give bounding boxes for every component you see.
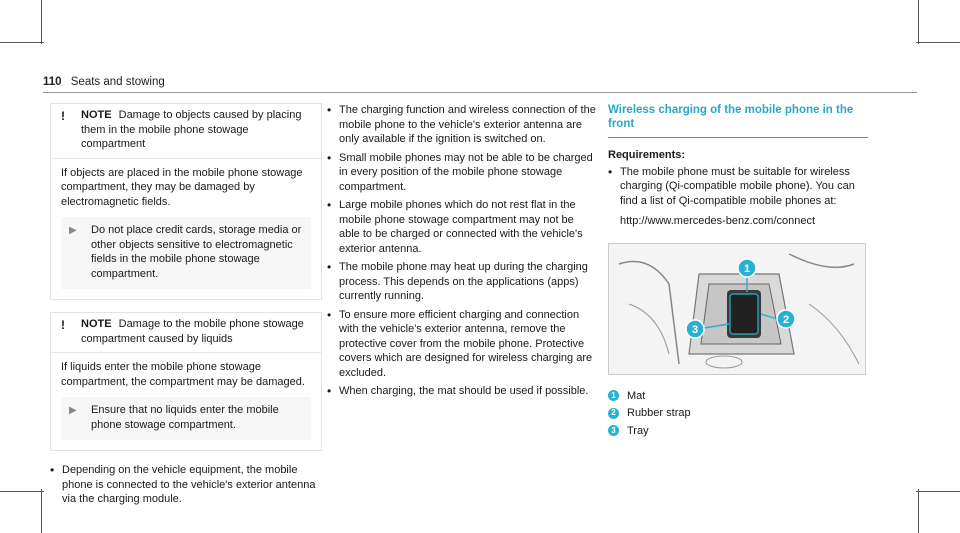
crop-mark [916, 491, 960, 492]
warning-exclamation-icon: ! [61, 318, 65, 332]
note-heading [51, 313, 321, 353]
bullet-list [608, 165, 868, 209]
list-item: • The mobile phone may heat up during the charging process. This depends on the applications (apps) currently running. [327, 260, 597, 304]
section-title: Seats and stowing [70, 76, 165, 88]
svg-text:2: 2 [782, 313, 790, 326]
svg-text:1: 1 [743, 262, 751, 275]
legend-item [608, 389, 868, 404]
legend-item [608, 406, 868, 421]
action-arrow-icon: ▶ [69, 225, 77, 236]
legend-number-badge: 1 [608, 390, 619, 401]
note-body-text: If objects are placed in the mobile phone stowage compartment, they may be damaged by electromagnetic fields. [61, 166, 303, 208]
figure-legend [608, 389, 868, 439]
legend-label: Rubber strap [627, 407, 691, 419]
list-item: • When charging, the mat should be used if possible. [327, 384, 597, 399]
crop-mark [0, 42, 44, 43]
note-box [50, 312, 322, 451]
list-item: • Small mobile phones may not be able to be charged in every position of the mobile phone stowage compartment. [327, 151, 597, 195]
column-1 [50, 103, 322, 511]
page-header [43, 76, 165, 88]
requirements-label: Requirements: [608, 149, 686, 161]
wireless-charging-figure [608, 243, 866, 375]
list-item: • Large mobile phones which do not rest flat in the mobile phone stowage compartment may not be able to be charged or connected with the vehicle's exterior antenna. [327, 198, 597, 256]
note-action-text: Ensure that no liquids enter the mobile phone stowage compartment. [91, 404, 279, 431]
list-item: • The mobile phone must be suitable for wireless charging (Qi-compatible mobile phone). You can find a list of Qi-compatible mobile phones at: [608, 165, 868, 209]
note-body [51, 159, 321, 300]
note-heading-text: Damage to objects caused by placing them in the mobile phone stowage compartment [81, 109, 302, 150]
legend-label: Tray [627, 424, 649, 437]
crop-mark [918, 489, 919, 533]
bullet-list [50, 463, 322, 507]
legend-number-badge: 3 [608, 425, 619, 436]
page-number: 110 [43, 76, 62, 88]
note-heading-text: Damage to the mobile phone stowage compartment caused by liquids [81, 318, 304, 345]
note-action-text: Do not place credit cards, storage media or other objects sensitive to electromagnetic fields in the mobile phone stowage compartment. [91, 224, 302, 280]
note-body [51, 353, 321, 450]
header-divider [43, 92, 917, 93]
legend-label: Mat [627, 389, 646, 402]
console-illustration [609, 244, 865, 374]
legend-number-badge: 2 [608, 408, 619, 419]
note-body-text: If liquids enter the mobile phone stowage compartment, the compartment may be damaged. [61, 361, 305, 388]
bullet-list [327, 103, 597, 399]
list-item: • The charging function and wireless connection of the mobile phone to the vehicle's exterior antenna are only available if the ignition is switched on. [327, 103, 597, 147]
note-action [61, 217, 311, 289]
list-item: • Depending on the vehicle equipment, the mobile phone is connected to the vehicle's exterior antenna via the charging module. [50, 463, 322, 507]
crop-mark [918, 0, 919, 44]
note-box [50, 103, 322, 300]
note-heading [51, 104, 321, 159]
url-text: http://www.mercedes-benz.com/connect [620, 215, 816, 227]
note-action [61, 397, 311, 440]
crop-mark [41, 489, 42, 533]
note-keyword: NOTE [81, 109, 112, 121]
crop-mark [0, 491, 44, 492]
crop-mark [41, 0, 42, 44]
svg-text:3: 3 [691, 323, 699, 336]
warning-exclamation-icon: ! [61, 109, 65, 123]
note-keyword: NOTE [81, 318, 112, 330]
column-3 [608, 103, 868, 441]
legend-item [608, 424, 868, 439]
column-2 [327, 103, 597, 403]
subsection-title: Wireless charging of the mobile phone in the front [608, 103, 868, 138]
crop-mark [916, 42, 960, 43]
action-arrow-icon: ▶ [69, 405, 77, 416]
list-item: • To ensure more efficient charging and connection with the vehicle's exterior antenna, remove the protective cover from the mobile phone. Protective covers which are designed for wireless charging are excluded. [327, 308, 597, 381]
